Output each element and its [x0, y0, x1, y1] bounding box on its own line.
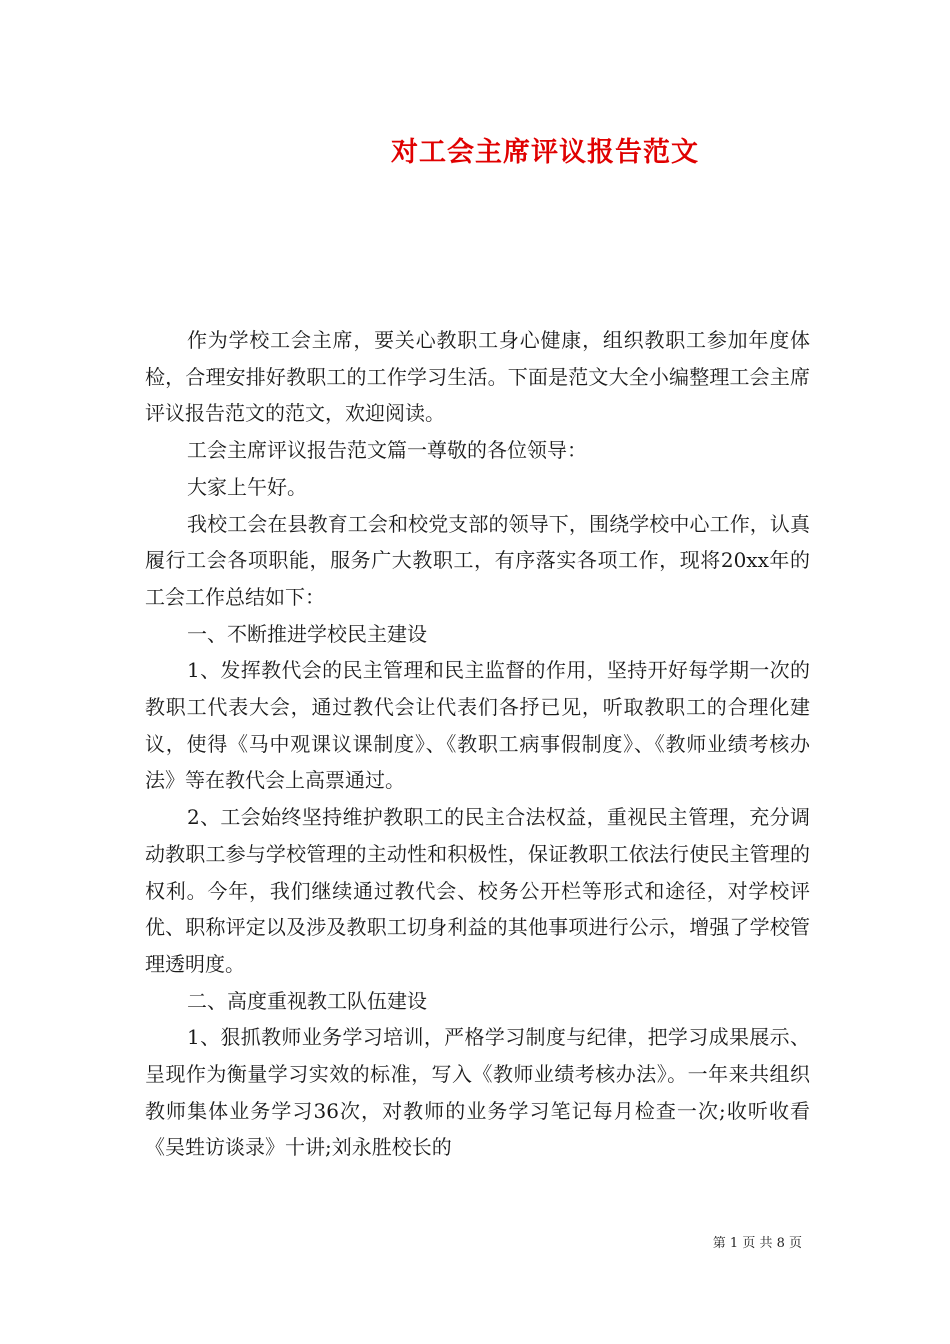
document-title: 对工会主席评议报告范文: [391, 137, 699, 168]
page-number: 第 1 页 共 8 页: [712, 1236, 802, 1251]
section-heading-1: 一、不断推进学校民主建设: [187, 621, 427, 646]
paragraph-greeting: 大家上午好。: [187, 474, 307, 499]
paragraph-section-1-item-2: 2、工会始终坚持维护教职工的民主合法权益，重视民主管理，充分调动教职工参与学校管理的主动性和积极性，保证教职工依法行使民主管理的权利。今年，我们继续通过教代会、校务公开栏等形式和途径，对学校评优、职称评定以及涉及教职工切身利益的其他事项进行公示，增强了学校管理透明度。: [145, 805, 810, 976]
paragraph-section-1-item-1: 1、发挥教代会的民主管理和民主监督的作用，坚持开好每学期一次的教职工代表大会，通过教代会让代表们各抒已见，听取教职工的合理化建议，使得《马中观课议课制度》、《教职工病事假制度》、《教师业绩考核办法》等在教代会上高票通过。: [145, 658, 810, 793]
paragraph-summary-intro: 我校工会在县教育工会和校党支部的领导下，围绕学校中心工作，认真履行工会各项职能，服务广大教职工，有序落实各项工作，现将20xx年的工会工作总结如下：: [145, 511, 810, 609]
section-heading-2: 二、高度重视教工队伍建设: [187, 988, 427, 1013]
paragraph-salutation: 工会主席评议报告范文篇一尊敬的各位领导：: [187, 438, 587, 463]
document-body: [145, 322, 810, 1166]
paragraph-intro: 作为学校工会主席，要关心教职工身心健康，组织教职工参加年度体检，合理安排好教职工的工作学习生活。下面是范文大全小编整理工会主席评议报告范文的范文，欢迎阅读。: [145, 328, 810, 426]
paragraph-section-2-item-1: 1、狠抓教师业务学习培训，严格学习制度与纪律，把学习成果展示、呈现作为衡量学习实效的标准，写入《教师业绩考核办法》。一年来共组织教师集体业务学习36次，对教师的业务学习笔记每月检查一次;收听收看《吴甡访谈录》十讲;刘永胜校长的: [145, 1025, 810, 1160]
